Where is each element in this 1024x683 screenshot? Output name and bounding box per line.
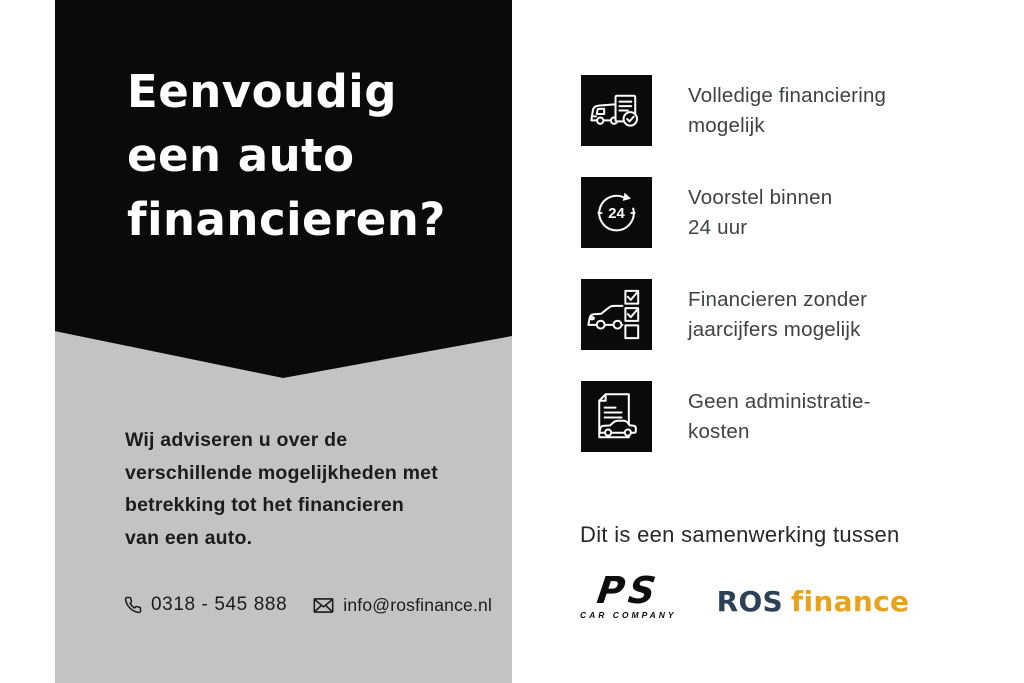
feature-text xyxy=(688,81,886,141)
ros-finance-logo[interactable] xyxy=(716,585,910,620)
ps-logo-text: PS xyxy=(594,569,663,612)
contact-row xyxy=(124,594,492,616)
feature-text xyxy=(688,183,832,243)
envelope-icon xyxy=(313,597,334,614)
ros-logo-word2: finance xyxy=(791,585,910,618)
delivery-van-document-icon xyxy=(581,75,652,146)
ros-logo-word1: ROS xyxy=(716,585,784,618)
feature-text xyxy=(688,387,871,447)
feature-list xyxy=(581,75,886,483)
partner-logos xyxy=(580,569,910,620)
ps-logo-subtitle: CAR COMPANY xyxy=(580,610,677,620)
feature-line: mogelijk xyxy=(688,113,765,137)
email-address[interactable]: info@rosfinance.nl xyxy=(343,594,493,615)
icon-tile xyxy=(581,381,652,452)
feature-row-geen-administratiekosten xyxy=(581,381,886,452)
feature-row-volledige-financiering xyxy=(581,75,886,146)
advice-line-4: van een auto. xyxy=(125,526,253,549)
feature-line: Volledige financiering xyxy=(688,83,887,107)
feature-line: Voorstel binnen xyxy=(688,185,833,209)
feature-line: kosten xyxy=(688,419,750,443)
advice-line-2: verschillende mogelijkheden met xyxy=(125,461,438,484)
feature-row-zonder-jaarcijfers xyxy=(581,279,886,350)
icon-tile xyxy=(581,75,652,146)
advice-line-1: Wij adviseren u over de xyxy=(125,429,348,451)
car-checklist-icon xyxy=(581,279,652,350)
feature-line: jaarcijfers mogelijk xyxy=(688,317,861,341)
headline-line-2: een auto xyxy=(127,129,355,182)
headline xyxy=(127,60,446,252)
headline-line-3: financieren? xyxy=(127,193,446,246)
clock-24-label: 24 xyxy=(608,205,625,222)
icon-tile xyxy=(581,279,652,350)
phone-number[interactable]: 0318 - 545 888 xyxy=(151,594,288,615)
icon-tile xyxy=(581,177,652,248)
phone-icon xyxy=(124,596,142,614)
feature-text xyxy=(688,285,867,345)
document-car-icon xyxy=(581,381,652,452)
advice-text xyxy=(125,424,438,554)
feature-line: Financieren zonder xyxy=(688,287,868,311)
feature-line: 24 uur xyxy=(688,215,748,239)
feature-line: Geen administratie- xyxy=(688,389,871,413)
feature-row-voorstel-24-uur xyxy=(581,177,886,248)
partnership-heading: Dit is een samenwerking tussen xyxy=(580,522,900,547)
ps-car-company-logo[interactable] xyxy=(580,569,677,620)
headline-line-1: Eenvoudig xyxy=(127,65,397,118)
left-flyer-panel xyxy=(55,0,512,683)
clock-24-hours-icon xyxy=(581,177,652,248)
advice-line-3: betrekking tot het financieren xyxy=(125,494,405,516)
